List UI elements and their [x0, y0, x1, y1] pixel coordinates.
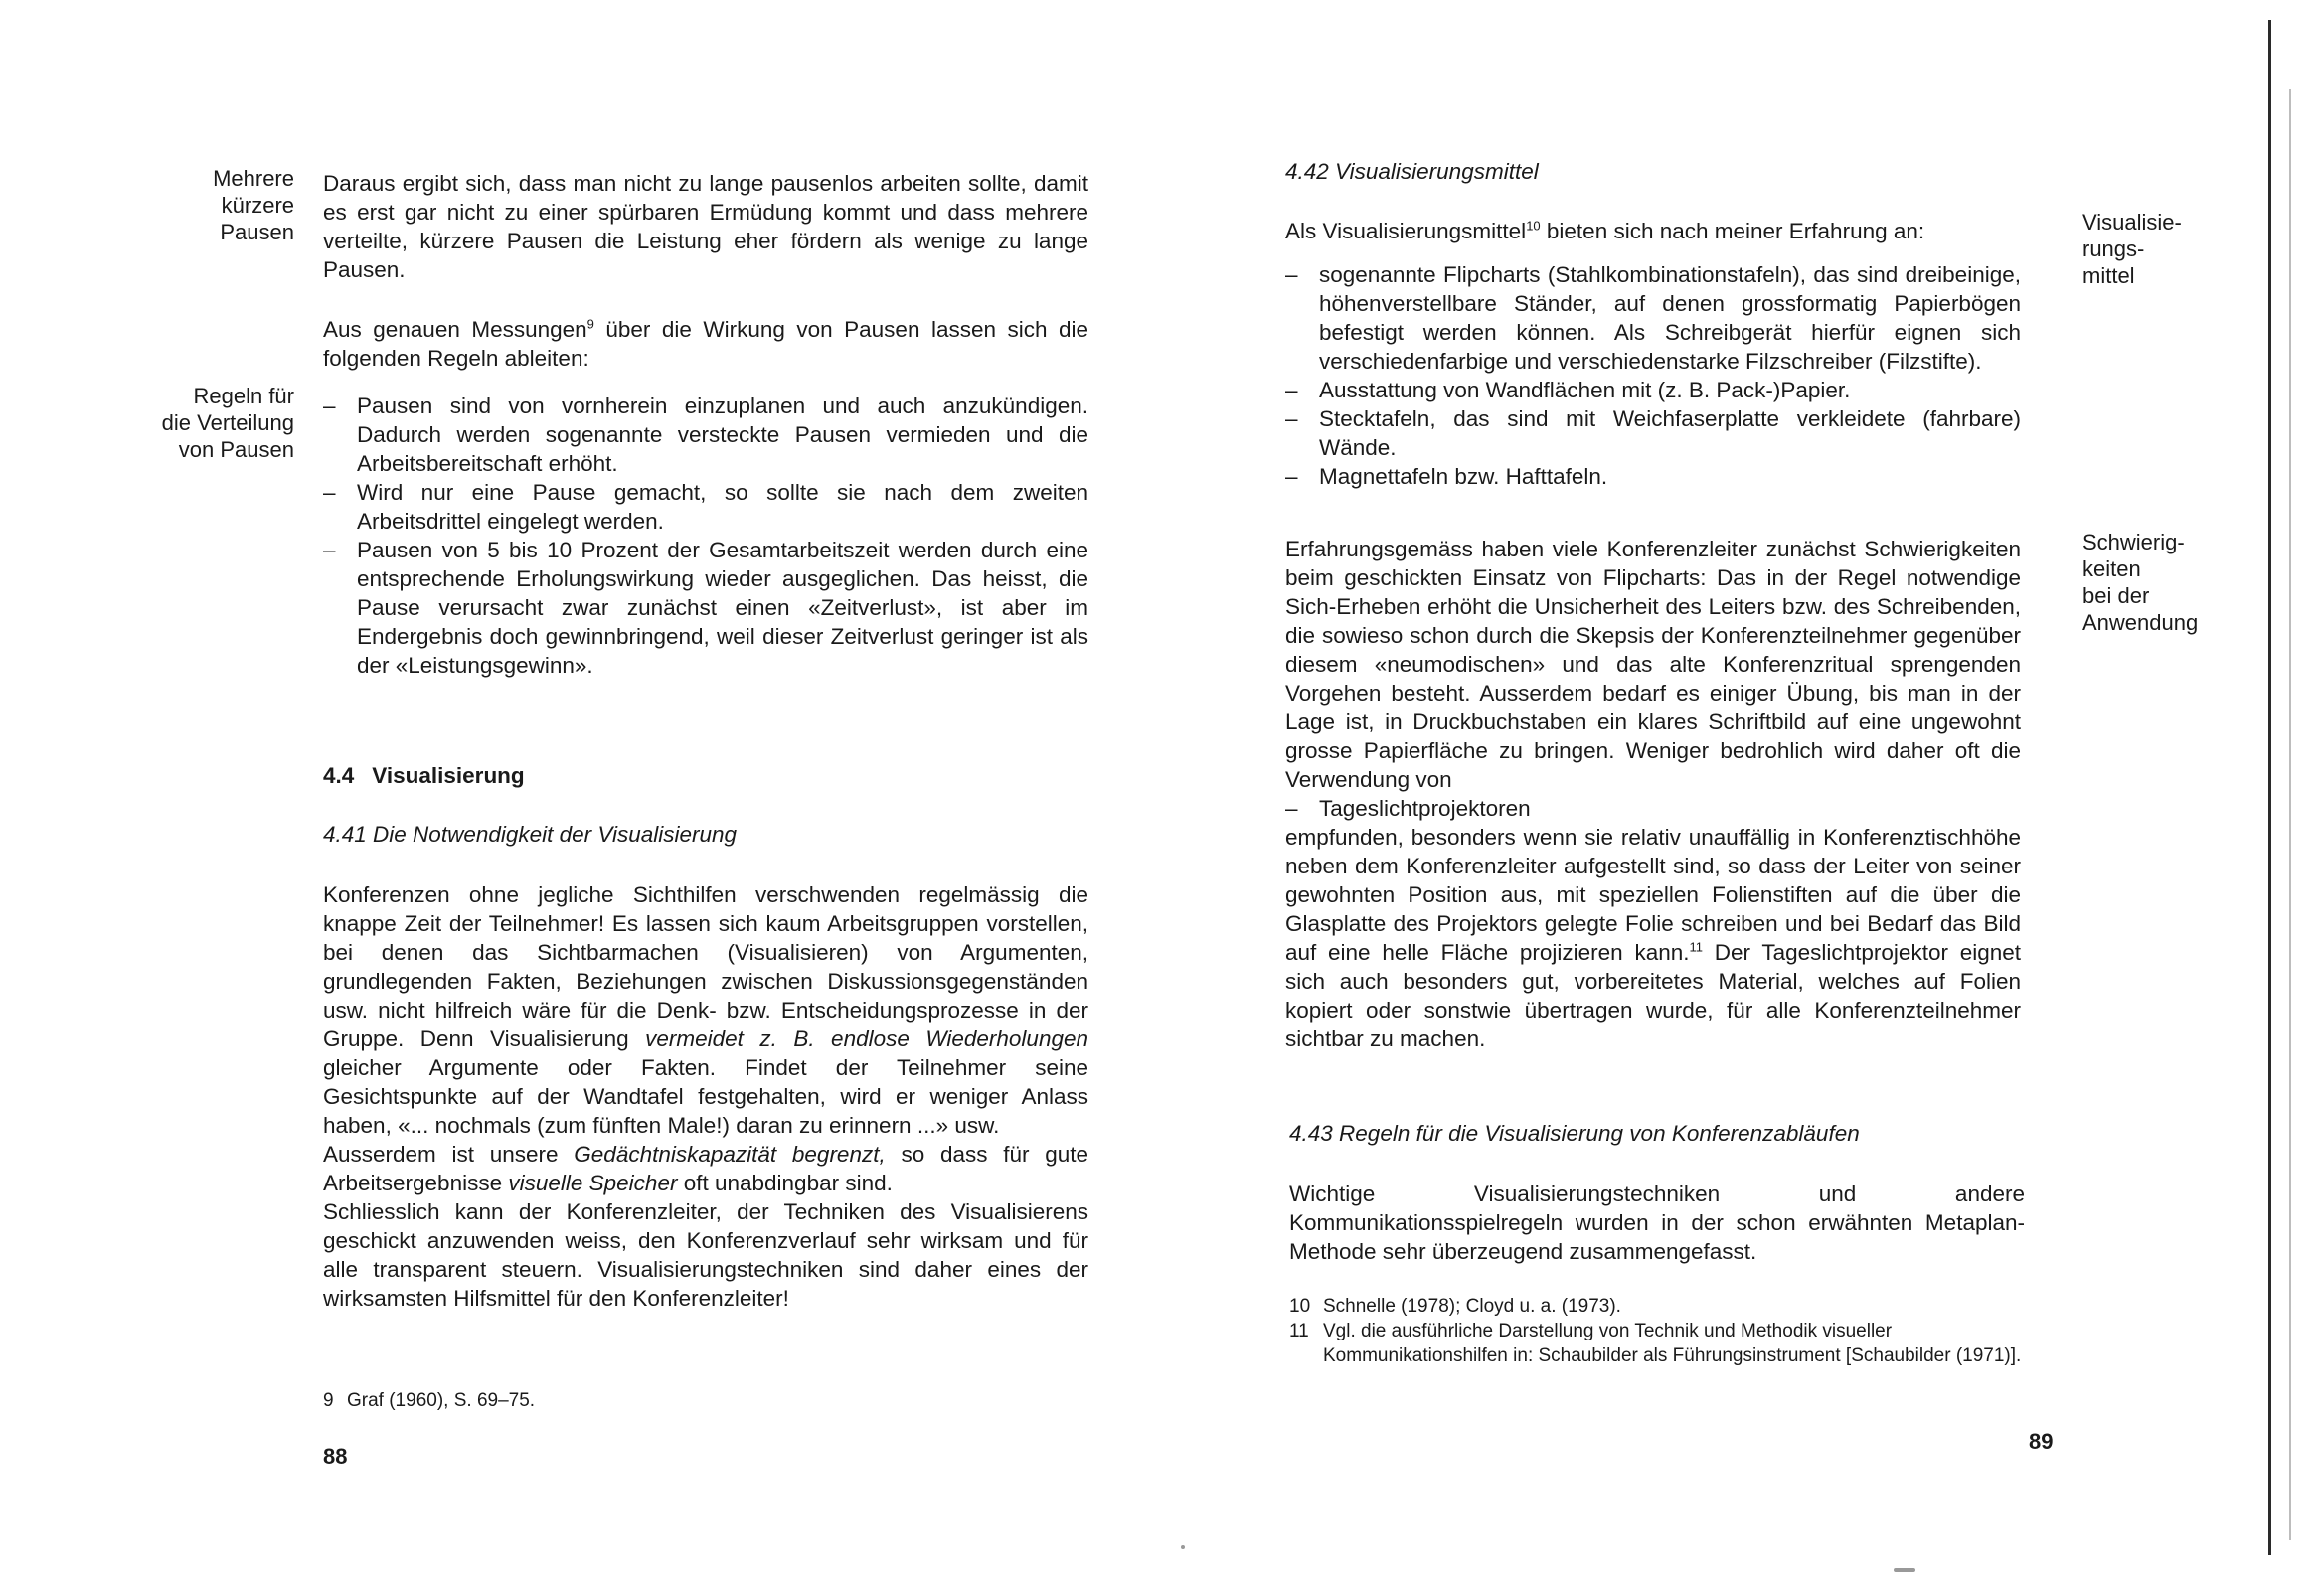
- list-item: – Stecktafeln, das sind mit Weichfaserplatte verkleidete (fahrbare) Wände.: [1285, 404, 2021, 462]
- flipchart-paragraph: Erfahrungsgemäss haben viele Konferenzleiter zunächst Schwierigkeiten beim geschickten Einsatz von Flipcharts: Das in der Regel notwendige Sich-Erheben erhöht die Unsicherheit des Leiters bzw. des Schreibenden, die sowieso schon durch die Skepsis der Konferenzteilnehmer gegenüber diesem «neumodischen» und das alte Konferenzritual sprengenden Vorgehen besteht. Ausserdem bedarf es einiger Übung, bis man in der Lage ist, in Druckbuchstaben ein klares Schriftbild auf eine ungewohnt grosse Papierfläche zu bringen. Weniger bedrohlich wird daher oft die Verwendung von: [1285, 537, 2021, 792]
- metaplan-paragraph-block: [1289, 1180, 2025, 1266]
- left-paragraph-2: [323, 315, 1088, 373]
- margin-note-regeln: Regeln für die Verteilung von Pausen: [161, 384, 294, 462]
- footnote-ref-9: 9: [586, 316, 594, 332]
- page-number-right: 89: [2029, 1429, 2054, 1454]
- page-number-left: 88: [323, 1444, 348, 1469]
- left-paragraph-1: [323, 169, 1088, 284]
- metaplan-paragraph: Wichtige Visualisierungstechniken und andere Kommunikationsspielregeln wurden in der schon erwähnten Metaplan-Methode sehr überzeugend zusammengefasst.: [1289, 1182, 2025, 1264]
- list-item: – Wird nur eine Pause gemacht, so sollte sie nach dem zweiten Arbeitsdrittel eingelegt werden.: [323, 478, 1088, 536]
- visualisierungsmittel-intro: Als Visualisierungsmittel$^{10}$ bieten sich nach meiner Erfahrung an:: [1285, 218, 1925, 243]
- projector-paragraph: empfunden, besonders wenn sie relativ unauffällig in Konferenztischhöhe neben dem Konferenzleiter aufgestellt sind, so dass der Leiter von seiner gewohnten Position aus, mit speziellen Folienstiften auf die über die Glasplatte des Projektors gelegte Folie schreiben und bei Bedarf das Bild auf eine helle Fläche projizieren kann.$^{11}$ Der Tageslichtprojektor eignet sich auch besonders gut, vorbereitetes Material, welches auf Folien kopiert oder sonstwie übertragen wurde, für alle Konferenzteilnehmer sichtbar zu machen.: [1285, 825, 2022, 1051]
- scan-edge-line: [2268, 20, 2271, 1555]
- footnote-10: 10 Schnelle (1978); Cloyd u. a. (1973).: [1289, 1296, 1621, 1317]
- footnote-9: 9 Graf (1960), S. 69–75.: [323, 1390, 536, 1411]
- footnotes-right: [1289, 1294, 2025, 1368]
- footnote-ref-10: 10: [1526, 218, 1541, 234]
- list-item: – Ausstattung von Wandflächen mit (z. B. Pack-)Papier.: [1285, 376, 2021, 404]
- pausen-paragraph: Daraus ergibt sich, dass man nicht zu lange pausenlos arbeiten sollte, damit es erst gar nicht zu einer spürbaren Ermüdung kommt und dass mehrere verteilte, kürzere Pausen die Leistung eher fördern als wenige zu lange Pausen.: [323, 171, 1088, 282]
- gedaechtnis-paragraph: Ausserdem ist unsere Gedächtniskapazität begrenzt, so dass für gute Arbeitsergebnisse visuelle Speicher oft unabdingbar sind.: [323, 1142, 1088, 1195]
- messungen-paragraph: Aus genauen Messungen$^9$ über die Wirkung von Pausen lassen sich die folgenden Regeln ableiten:: [323, 316, 1088, 371]
- footnote-11: 11 Vgl. die ausführliche Darstellung von Technik und Methodik visueller Kommunikationshilfen in: Schaubilder als Führungsinstrument [Schaubilder (1971)].: [1289, 1321, 2022, 1366]
- list-item: – sogenannte Flipcharts (Stahlkombinationstafeln), das sind dreibeinige, höhenverstellbare Ständer, auf denen grossformatig Papierbögen befestigt werden können. Als Schreibgerät hierfür eignen sich verschiedenfarbige und verschiedenstarke Filzschreiber (Filzstifte).: [1285, 260, 2021, 376]
- list-item: – Pausen sind von vornherein einzuplanen und auch anzukündigen. Dadurch werden sogenannte versteckte Pausen vermieden und die Arbeitsbereitschaft erhöht.: [323, 392, 1088, 478]
- list-item: – Magnettafeln bzw. Hafttafeln.: [1285, 462, 2021, 491]
- list-item: – Pausen von 5 bis 10 Prozent der Gesamtarbeitszeit werden durch eine entsprechende Erholungswirkung wieder ausgeglichen. Das heisst, die Pause verursacht zwar zunächst einen «Zeitverlust», ist aber im Endergebnis doch gewinnbringend, weil dieser Zeitverlust geringer ist als der «Leistungsgewinn».: [323, 536, 1088, 680]
- left-paragraph-3: [323, 880, 1088, 1313]
- list-item: – Tageslichtprojektoren: [1285, 794, 2021, 823]
- konferenzleiter-paragraph: Schliesslich kann der Konferenzleiter, der Techniken des Visualisierens geschickt anzuwenden weiss, den Konferenzverlauf sehr wirksam und für alle transparent steuern. Visualisierungstechniken sind daher eines der wirksamsten Hilfsmittel für den Konferenzleiter!: [323, 1199, 1088, 1311]
- footnote-ref-11: 11: [1689, 939, 1703, 955]
- margin-note-visualisierungsmittel: Visualisie- rungs- mittel: [2082, 210, 2182, 288]
- margin-note-pausen: Mehrere kürzere Pausen: [213, 166, 294, 244]
- subsection-heading-442: 4.42 Visualisierungsmittel: [1285, 159, 1539, 184]
- scan-speck: [1181, 1545, 1185, 1549]
- rules-list-block: [323, 392, 1088, 680]
- projector-dash-list: [1285, 794, 2021, 823]
- tools-list-block: [1285, 260, 2021, 491]
- tools-list: [1285, 260, 2021, 491]
- section-heading: 4.4 Visualisierung: [323, 763, 525, 788]
- scan-speck: [1894, 1568, 1915, 1572]
- notwendigkeit-paragraph: Konferenzen ohne jegliche Sichthilfen verschwenden regelmässig die knappe Zeit der Teilnehmer! Es lassen sich kaum Arbeitsgruppen vorstellen, bei denen das Sichtbarmachen (Visualisieren) von Argumenten, grundlegenden Fakten, Beziehungen zwischen Diskussionsgegenständen usw. nicht hilfreich wäre für die Denk- bzw. Entscheidungsprozesse in der Gruppe. Denn Visualisierung vermeidet z. B. endlose Wiederholungen gleicher Argumente oder Fakten. Findet der Teilnehmer seine Gesichtspunkte auf der Wandtafel festgehalten, wird er weniger Anlass haben, «... nochmals (zum fünften Male!) daran zu erinnern ...» usw.: [323, 882, 1088, 1138]
- rules-list: [323, 392, 1088, 680]
- right-page: [1162, 0, 2324, 1577]
- subsection-heading-441: 4.41 Die Notwendigkeit der Visualisierung: [323, 822, 738, 847]
- subsection-heading-443: 4.43 Regeln für die Visualisierung von Konferenzabläufen: [1289, 1121, 1860, 1146]
- flipchart-paragraph-block: [1285, 535, 2021, 1053]
- margin-note-schwierigkeiten: Schwierig- keiten bei der Anwendung: [2082, 530, 2199, 635]
- scan-edge-shadow: [2289, 89, 2291, 1540]
